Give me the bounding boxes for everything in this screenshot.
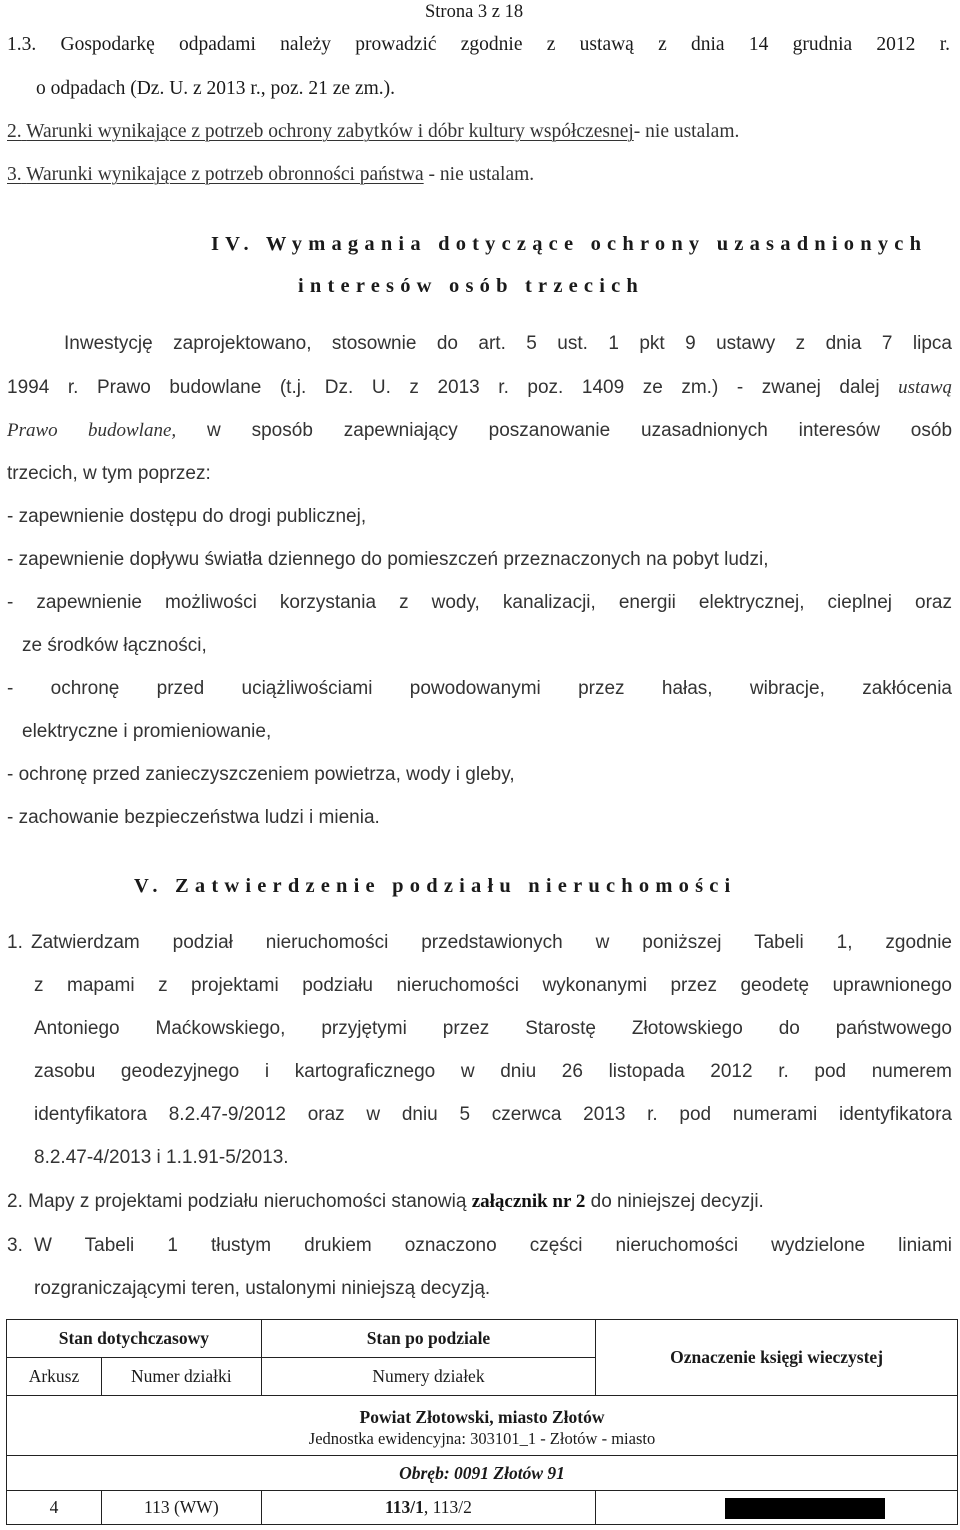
- group-row: [7, 1396, 958, 1456]
- item-v2: 2. Mapy z projektami podziału nieruchomości stanowią załącznik nr 2 do niniejszej decyzji.: [7, 1191, 764, 1212]
- bullet-2: - zapewnienie dopływu światła dziennego do pomieszczeń przeznaczonych na pobyt ludzi,: [7, 549, 769, 570]
- item-v1-line1: Zatwierdzam podział nieruchomości przedstawionych w poniższej Tabeli 1, zgodnie: [31, 932, 952, 953]
- bullet-1: - zapewnienie dostępu do drogi publicznej,: [7, 506, 367, 527]
- bullet-6: - zachowanie bezpieczeństwa ludzi i mienia.: [7, 807, 380, 828]
- section-4-heading-line1: IV. Wymagania dotyczące ochrony uzasadnionych: [211, 233, 928, 255]
- item-v1-line5: identyfikatora 8.2.47-9/2012 oraz w dniu 5 czerwca 2013 r. pod numerami identyfikatora: [34, 1104, 952, 1125]
- th-stan-po-podziale: Stan po podziale: [261, 1320, 595, 1358]
- item-v1-line2: z mapami z projektami podziału nieruchomości wykonanymi przez geodetę uprawnionego: [34, 975, 952, 996]
- item-3-text: 3. Warunki wynikające z potrzeb obronności państwa: [7, 164, 424, 185]
- item-2: 2. Warunki wynikające z potrzeb ochrony zabytków i dóbr kultury współczesnej- nie ustalam.: [7, 121, 740, 142]
- group-unit: Jednostka ewidencyjna: 303101_1 - Złotów - miasto: [308, 1428, 656, 1448]
- redaction-block: [725, 1498, 885, 1519]
- division-table: [6, 1319, 958, 1525]
- obreb-row: Obręb: 0091 Złotów 91: [7, 1456, 958, 1491]
- th-numer-dzialki: Numer działki: [101, 1358, 261, 1396]
- item-2-text: 2. Warunki wynikające z potrzeb ochrony zabytków i dóbr kultury współczesnej: [7, 121, 634, 142]
- bullet-3-line2: ze środków łączności,: [22, 635, 207, 656]
- page-number: Strona 3 z 18: [425, 2, 524, 22]
- item-1-3-line1: 1.3. Gospodarkę odpadami należy prowadzić zgodnie z ustawą z dnia 14 grudnia 2012 r.: [7, 34, 950, 55]
- cell-numery-dzialek: 113/1, 113/2: [261, 1491, 595, 1525]
- cell-numer-dzialki: 113 (WW): [101, 1491, 261, 1525]
- bullet-4-line2: elektryczne i promieniowanie,: [22, 721, 272, 742]
- item-v1-label: 1.: [7, 932, 23, 953]
- th-arkusz: Arkusz: [7, 1358, 102, 1396]
- item-v3-line2: rozgraniczającymi teren, ustalonymi niniejszą decyzją.: [34, 1278, 491, 1299]
- section-4-heading-line2: interesów osób trzecich: [298, 275, 645, 297]
- section-5-heading: V. Zatwierdzenie podziału nieruchomości: [134, 875, 737, 897]
- cell-arkusz: 4: [7, 1491, 102, 1525]
- item-v1-line3: Antoniego Maćkowskiego, przyjętymi przez Starostę Złotowskiego do państwowego: [34, 1018, 952, 1039]
- table-row: [7, 1491, 958, 1525]
- group-title: Powiat Złotowski, miasto Złotów: [359, 1406, 605, 1427]
- th-numery-dzialek: Numery działek: [261, 1358, 595, 1396]
- item-v3-label: 3.: [7, 1235, 23, 1256]
- item-v1-line4: zasobu geodezyjnego i kartograficznego w dniu 26 listopada 2012 r. pod numerem: [34, 1061, 952, 1082]
- th-ksiega-wieczysta: Oznaczenie księgi wieczystej: [596, 1320, 958, 1396]
- th-stan-dotychczasowy: Stan dotychczasowy: [7, 1320, 262, 1358]
- item-v3-line1: W Tabeli 1 tłustym drukiem oznaczono części nieruchomości wydzielone liniami: [34, 1235, 952, 1256]
- section-4-intro-line4: trzecich, w tym poprzez:: [7, 463, 211, 484]
- bullet-3-line1: - zapewnienie możliwości korzystania z wody, kanalizacji, energii elektrycznej, cieplnej oraz: [7, 592, 952, 613]
- bullet-5: - ochronę przed zanieczyszczeniem powietrza, wody i gleby,: [7, 764, 515, 785]
- cell-ksiega-wieczysta: [596, 1491, 958, 1525]
- bullet-4-line1: - ochronę przed uciążliwościami powodowanymi przez hałas, wibracje, zakłócenia: [7, 678, 952, 699]
- section-4-intro-line1: Inwestycję zaprojektowano, stosownie do art. 5 ust. 1 pkt 9 ustawy z dnia 7 lipca: [64, 333, 952, 354]
- item-3: 3. Warunki wynikające z potrzeb obronności państwa - nie ustalam.: [7, 164, 535, 185]
- section-4-intro-line2: 1994 r. Prawo budowlane (t.j. Dz. U. z 2013 r. poz. 1409 ze zm.) - zwanej dalej ustawą: [7, 377, 952, 398]
- item-1-3-line2: o odpadach (Dz. U. z 2013 r., poz. 21 ze zm.).: [36, 78, 396, 99]
- item-v1-line6: 8.2.47-4/2013 i 1.1.91-5/2013.: [34, 1147, 289, 1168]
- section-4-intro-line3: Prawo budowlane, w sposób zapewniający poszanowanie uzasadnionych interesów osób: [7, 420, 953, 441]
